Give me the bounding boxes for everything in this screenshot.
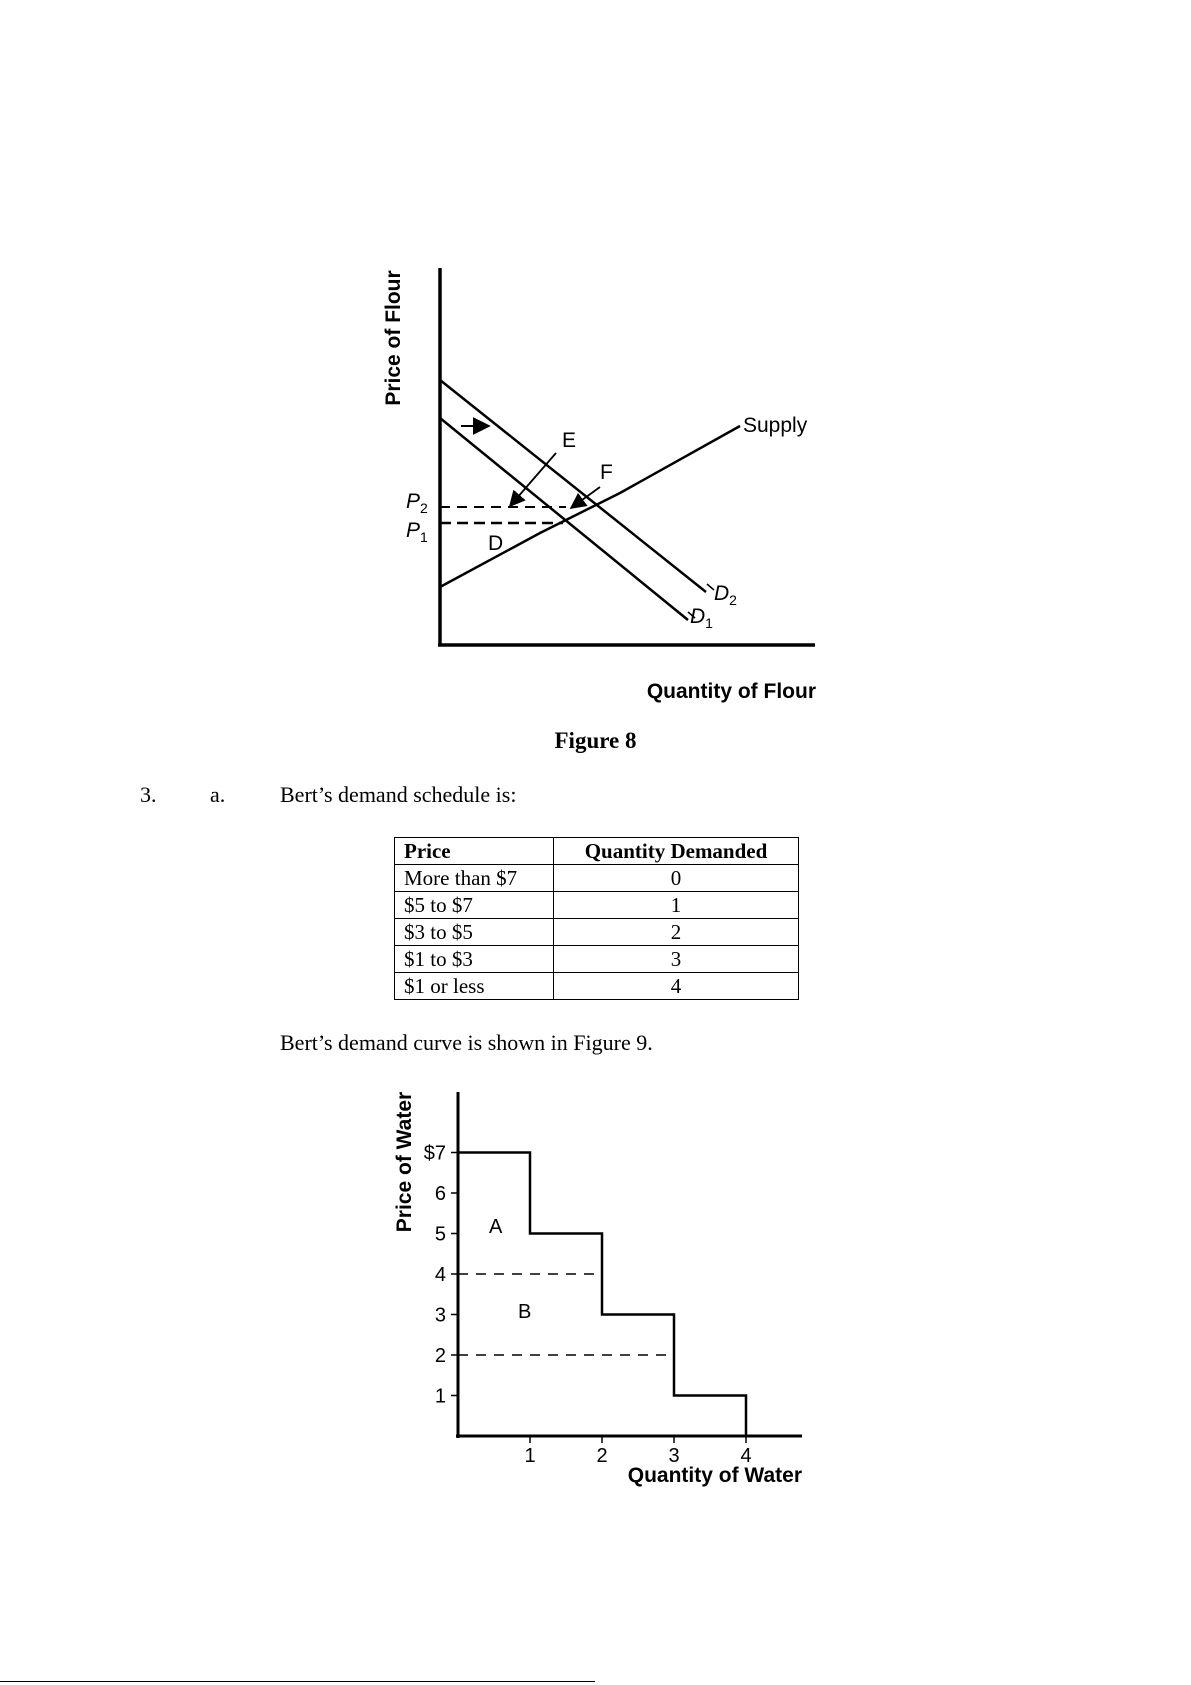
price-cell: More than $7 xyxy=(395,865,554,892)
price-column-header: Price xyxy=(395,838,554,865)
table-row xyxy=(395,973,799,1000)
quantity-cell: 4 xyxy=(554,973,799,1000)
fig9-y-tick-label: 3 xyxy=(434,1304,446,1327)
fig9-x-tick-label: 4 xyxy=(740,1445,752,1467)
table-row xyxy=(395,946,799,973)
d2-label: $D_2$ xyxy=(714,582,737,608)
price-cell: $5 to $7 xyxy=(395,892,554,919)
fig8-x-axis-label: Quantity of Flour xyxy=(646,680,816,703)
demand-schedule-table xyxy=(394,837,799,1000)
quantity-cell: 3 xyxy=(554,946,799,973)
area-e-label: E xyxy=(562,429,577,452)
footnote-rule xyxy=(0,1681,595,1682)
d2-label-tick xyxy=(707,584,714,590)
bert-demand-step-curve xyxy=(458,1153,746,1437)
p1-label: $P_1$ xyxy=(406,519,428,545)
question-number: 3. xyxy=(140,782,157,807)
figure-9-reference: Bert’s demand curve is shown in Figure 9. xyxy=(280,1030,653,1055)
supply-curve xyxy=(440,426,740,587)
figure-9-chart xyxy=(0,1070,1191,1510)
table-row xyxy=(395,919,799,946)
fig9-y-tick-label: 1 xyxy=(434,1385,446,1408)
price-cell: $1 or less xyxy=(395,973,554,1000)
table-header-row xyxy=(395,838,799,865)
fig9-y-tick-label: 6 xyxy=(434,1183,446,1205)
price-cell: $1 to $3 xyxy=(395,946,554,973)
area-a-label: A xyxy=(489,1216,503,1238)
fig9-y-axis-label: Price of Water xyxy=(393,1091,416,1233)
table-row xyxy=(395,892,799,919)
area-f-label: F xyxy=(600,461,613,484)
fig9-x-tick-label: 3 xyxy=(668,1445,680,1467)
fig9-y-tick-label: 2 xyxy=(434,1345,446,1367)
area-b-label: B xyxy=(518,1301,532,1323)
quantity-cell: 0 xyxy=(554,865,799,892)
fig9-y-tick-label: $7 xyxy=(423,1142,446,1165)
figure-8-chart xyxy=(0,0,1191,720)
d1-label: $D_1$ xyxy=(690,605,713,631)
quantity-cell: 2 xyxy=(554,919,799,946)
fig9-x-axis-label: Quantity of Water xyxy=(627,1464,802,1487)
fig8-y-axis-label: Price of Flour xyxy=(382,270,405,406)
table-row xyxy=(395,865,799,892)
question-intro: Bert’s demand schedule is: xyxy=(280,782,517,807)
fig9-y-tick-label: 4 xyxy=(434,1264,446,1286)
p2-label: $P_2$ xyxy=(406,490,428,516)
quantity-cell: 1 xyxy=(554,892,799,919)
figure-8-caption: Figure 8 xyxy=(554,728,637,753)
supply-label: Supply xyxy=(743,414,808,437)
question-part: a. xyxy=(210,782,226,807)
fig9-x-tick-label: 1 xyxy=(524,1445,536,1467)
price-cell: $3 to $5 xyxy=(395,919,554,946)
fig9-y-tick-label: 5 xyxy=(434,1223,446,1246)
demand-curve-d2 xyxy=(440,380,706,592)
quantity-column-header: Quantity Demanded xyxy=(554,838,799,865)
area-d-label: D xyxy=(488,532,504,555)
fig9-x-tick-label: 2 xyxy=(596,1445,608,1467)
